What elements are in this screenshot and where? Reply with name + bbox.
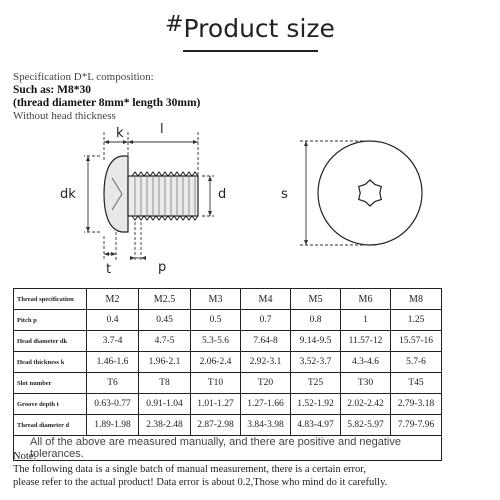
label-t: t bbox=[106, 262, 112, 277]
table-footnote: All of the above are measured manually, and there are positive and negative tolerances. bbox=[14, 436, 442, 461]
table-cell: T45 bbox=[391, 373, 442, 394]
size-cell: M4 bbox=[241, 289, 291, 310]
row-label: Pitch p bbox=[14, 310, 87, 331]
table-cell: 5.82-5.97 bbox=[341, 415, 391, 436]
table-row bbox=[14, 415, 442, 436]
row-label: Head diameter dk bbox=[14, 331, 87, 352]
note-heading: Note: bbox=[13, 451, 37, 462]
table-cell: 0.4 bbox=[87, 310, 139, 331]
table-cell: 0.8 bbox=[291, 310, 341, 331]
table-cell: T6 bbox=[87, 373, 139, 394]
size-cell: M5 bbox=[291, 289, 341, 310]
table-cell: 0.91-1.04 bbox=[139, 394, 191, 415]
table-cell: 4.7-5 bbox=[139, 331, 191, 352]
note-line-2: please refer to the actual product! Data error is about 0.2,Those who mind do it carefully. bbox=[13, 477, 388, 488]
title-text: Product size bbox=[183, 14, 335, 43]
spec-example-detail: (thread diameter 8mm* length 30mm) bbox=[13, 97, 201, 109]
table-cell: 2.06-2.4 bbox=[191, 352, 241, 373]
label-l: l bbox=[160, 122, 164, 137]
table-cell: 7.79-7.96 bbox=[391, 415, 442, 436]
title-hash: # bbox=[165, 12, 184, 37]
table-cell: 2.79-3.18 bbox=[391, 394, 442, 415]
spec-example: Such as: M8*30 bbox=[13, 84, 91, 96]
table-cell: 15.57-16 bbox=[391, 331, 442, 352]
table-cell: 1.01-1.27 bbox=[191, 394, 241, 415]
row-label: Slot number bbox=[14, 373, 87, 394]
table-cell: 9.14-9.5 bbox=[291, 331, 341, 352]
note-line-1: The following data is a single batch of manual measurement, there is a certain error, bbox=[13, 464, 366, 475]
table-cell: 1.96-2.1 bbox=[139, 352, 191, 373]
table-cell: 7.64-8 bbox=[241, 331, 291, 352]
screw-head-top-view bbox=[300, 141, 422, 245]
label-k: k bbox=[116, 126, 124, 141]
table-cell: 11.57-12 bbox=[341, 331, 391, 352]
table-cell: 5.3-5.6 bbox=[191, 331, 241, 352]
table-cell: 0.63-0.77 bbox=[87, 394, 139, 415]
bottom-note bbox=[13, 450, 387, 489]
size-cell: M6 bbox=[341, 289, 391, 310]
label-d: d bbox=[218, 187, 227, 202]
table-cell: 2.92-3.1 bbox=[241, 352, 291, 373]
table-header-row bbox=[14, 289, 442, 310]
table-row bbox=[14, 331, 442, 352]
label-s: s bbox=[281, 187, 288, 202]
table-cell: 3.52-3.7 bbox=[291, 352, 341, 373]
table-cell: 1 bbox=[341, 310, 391, 331]
table-cell: 2.87-2.98 bbox=[191, 415, 241, 436]
spec-table bbox=[13, 288, 442, 461]
table-cell: 3.7-4 bbox=[87, 331, 139, 352]
table-cell: 2.38-2.48 bbox=[139, 415, 191, 436]
row-label: Thread diameter d bbox=[14, 415, 87, 436]
table-cell: 1.27-1.66 bbox=[241, 394, 291, 415]
spec-composition: Specification D*L composition: bbox=[13, 71, 154, 83]
row-label: Head thickness k bbox=[14, 352, 87, 373]
table-cell: T30 bbox=[341, 373, 391, 394]
table-cell: 1.89-1.98 bbox=[87, 415, 139, 436]
table-cell: 4.3-4.6 bbox=[341, 352, 391, 373]
size-cell: M2 bbox=[87, 289, 139, 310]
table-cell: T8 bbox=[139, 373, 191, 394]
table-cell: 0.45 bbox=[139, 310, 191, 331]
spec-head-note: Without head thickness bbox=[13, 110, 116, 122]
size-cell: M3 bbox=[191, 289, 241, 310]
header-label: Thread specification bbox=[14, 289, 87, 310]
screw-side-view bbox=[104, 156, 198, 232]
table-cell: 0.7 bbox=[241, 310, 291, 331]
table-cell: 5.7-6 bbox=[391, 352, 442, 373]
label-dk: dk bbox=[60, 187, 76, 202]
table-cell: 1.52-1.92 bbox=[291, 394, 341, 415]
table-cell: 4.83-4.97 bbox=[291, 415, 341, 436]
table-cell: 1.25 bbox=[391, 310, 442, 331]
table-cell: 2.02-2.42 bbox=[341, 394, 391, 415]
table-row bbox=[14, 352, 442, 373]
table-cell: T10 bbox=[191, 373, 241, 394]
size-cell: M8 bbox=[391, 289, 442, 310]
table-cell: 0.5 bbox=[191, 310, 241, 331]
table-cell: 3.84-3.98 bbox=[241, 415, 291, 436]
table-row bbox=[14, 394, 442, 415]
row-label: Groove depth t bbox=[14, 394, 87, 415]
table-row bbox=[14, 373, 442, 394]
table-cell: T25 bbox=[291, 373, 341, 394]
table-cell: 1.46-1.6 bbox=[87, 352, 139, 373]
label-p: p bbox=[158, 260, 167, 275]
size-cell: M2.5 bbox=[139, 289, 191, 310]
table-row bbox=[14, 310, 442, 331]
table-cell: T20 bbox=[241, 373, 291, 394]
